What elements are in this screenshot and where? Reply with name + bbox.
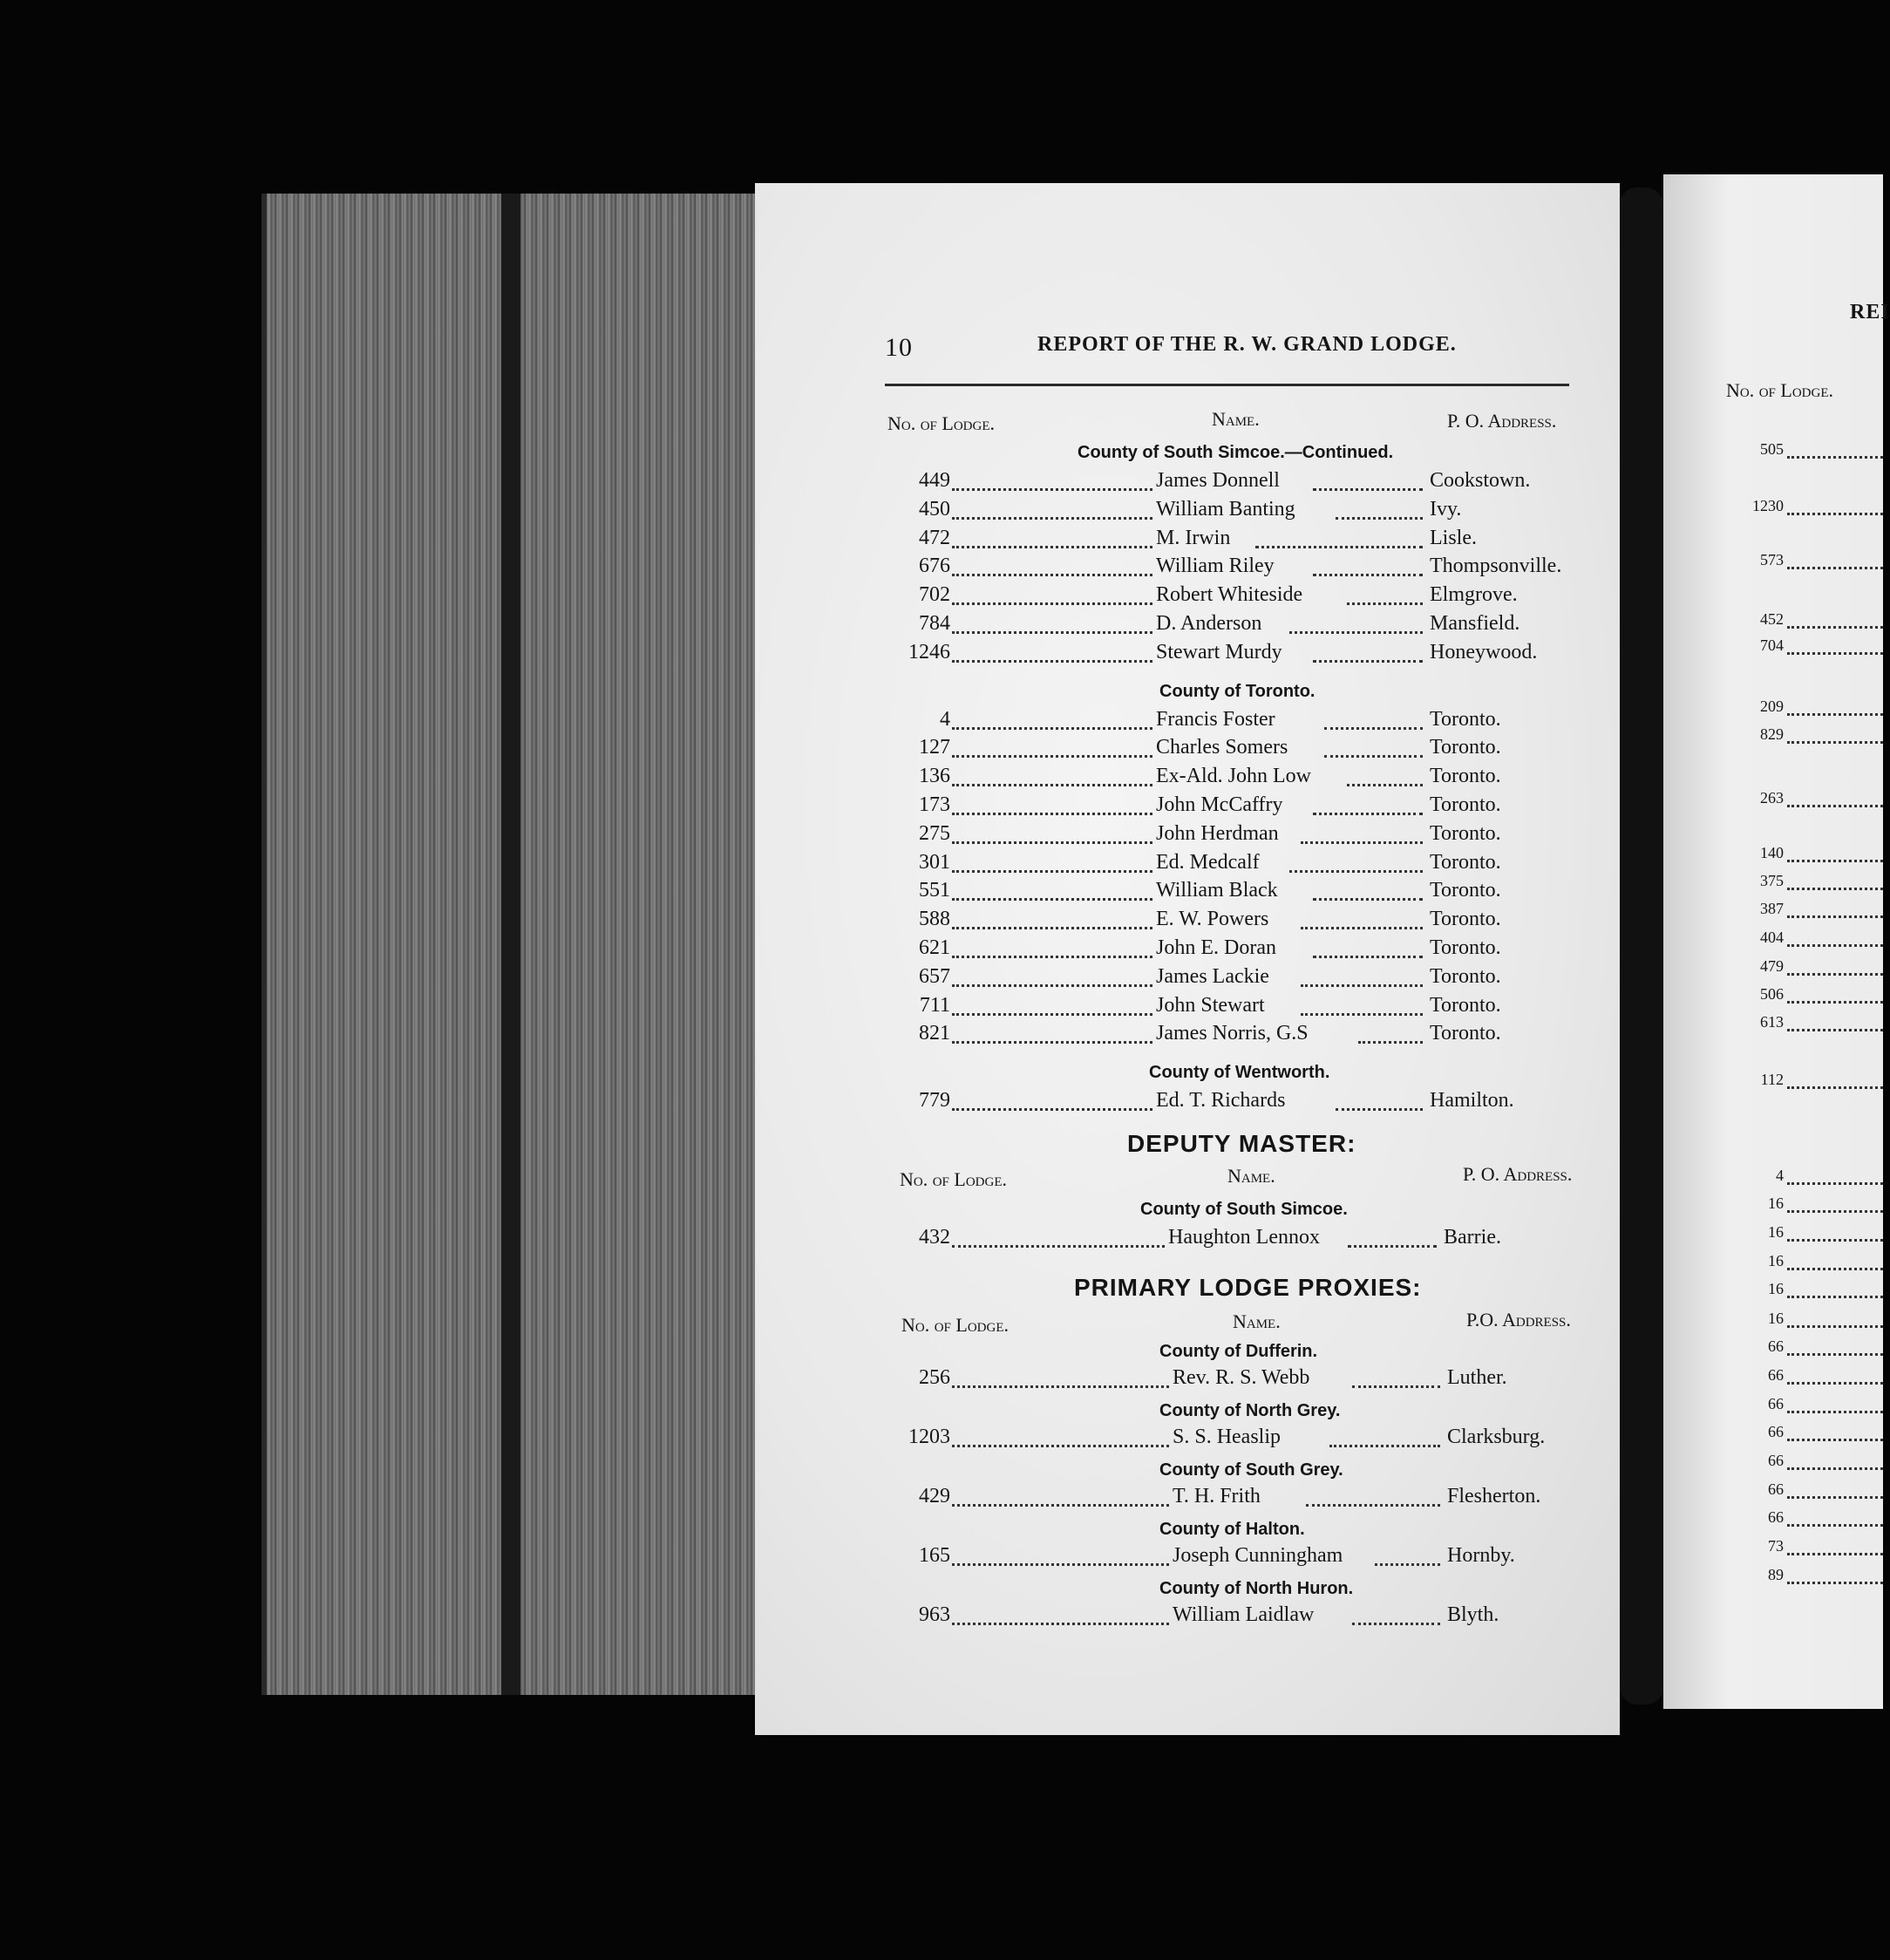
dot-leader: [952, 940, 1152, 958]
lodge-number: 452: [1760, 610, 1784, 628]
member-name: John McCaffry: [1156, 793, 1283, 816]
dot-leader: [952, 768, 1152, 786]
dot-leader: [1787, 729, 1883, 744]
dot-leader: [1313, 558, 1423, 576]
post-office-address: Clarksburg.: [1447, 1425, 1546, 1448]
running-title: REPORT OF THE R. W. GRAND LODGE.: [1037, 333, 1457, 356]
dot-leader: [1352, 1607, 1440, 1625]
post-office-address: Toronto.: [1430, 850, 1501, 874]
page-number: 10: [885, 333, 913, 362]
lodge-number: 66: [1768, 1423, 1784, 1440]
lodge-number: 1203: [908, 1425, 950, 1448]
post-office-address: Toronto.: [1430, 908, 1501, 931]
dot-leader: [1787, 847, 1883, 862]
col-header-name: Name.: [1212, 408, 1260, 430]
col-header-name: Name.: [1227, 1165, 1275, 1187]
dot-leader: [1324, 711, 1423, 730]
post-office-address: Flesherton.: [1447, 1484, 1541, 1507]
running-title-fragment: REI: [1850, 301, 1890, 323]
dot-leader: [952, 797, 1152, 815]
dot-leader: [952, 997, 1152, 1016]
dot-leader: [1301, 997, 1423, 1016]
dot-leader: [952, 558, 1152, 576]
member-name: Joseph Cunningham: [1173, 1543, 1343, 1567]
dot-leader: [952, 911, 1152, 929]
dot-leader: [1787, 1256, 1883, 1270]
lodge-number: 73: [1768, 1537, 1784, 1555]
lodge-number: 89: [1768, 1566, 1784, 1583]
dot-leader: [1787, 1198, 1883, 1213]
dot-leader: [952, 530, 1152, 548]
lodge-number: 829: [1760, 725, 1784, 743]
dot-leader: [1787, 1074, 1883, 1089]
member-name: Ed. Medcalf: [1156, 850, 1260, 874]
dot-leader: [1329, 1429, 1440, 1447]
lodge-number: 821: [919, 1022, 950, 1045]
post-office-address: Thompsonville.: [1430, 555, 1562, 578]
member-name: Stewart Murdy: [1156, 640, 1282, 664]
lodge-number: 505: [1760, 440, 1784, 458]
lodge-number: 963: [919, 1603, 950, 1626]
dot-leader: [952, 1025, 1152, 1044]
post-office-address: Lisle.: [1430, 526, 1477, 549]
dot-leader: [1301, 826, 1423, 844]
col-header-address: P.O. Address.: [1466, 1308, 1571, 1330]
lodge-number: 588: [919, 908, 950, 931]
col-header-name: Name.: [1233, 1310, 1281, 1332]
dot-leader: [1787, 793, 1883, 807]
dot-leader: [952, 473, 1152, 491]
lodge-number: 66: [1768, 1366, 1784, 1384]
lodge-number: 66: [1768, 1395, 1784, 1412]
county-heading: County of North Huron.: [1159, 1578, 1354, 1598]
lodge-number: 429: [919, 1484, 950, 1507]
dot-leader: [1313, 882, 1423, 901]
post-office-address: Toronto.: [1430, 707, 1501, 731]
dot-leader: [1787, 989, 1883, 1004]
county-heading: County of South Simcoe.—Continued.: [1078, 443, 1394, 462]
section-title-deputy-master: DEPUTY MASTER:: [1127, 1130, 1356, 1157]
dot-leader: [1313, 940, 1423, 958]
lodge-number: 16: [1768, 1310, 1784, 1327]
member-name: William Laidlaw: [1173, 1603, 1315, 1626]
dot-leader: [1787, 1569, 1883, 1584]
dot-leader: [1787, 1341, 1883, 1356]
dot-leader: [952, 1370, 1169, 1388]
member-name: William Black: [1156, 879, 1278, 902]
col-header-lodge: No. of Lodge.: [1726, 379, 1833, 401]
post-office-address: Cookstown.: [1430, 469, 1531, 492]
dot-leader: [952, 826, 1152, 844]
dot-leader: [1375, 1548, 1440, 1566]
lodge-number: 16: [1768, 1252, 1784, 1269]
col-header-address: P. O. Address.: [1463, 1163, 1573, 1185]
dot-leader: [1336, 501, 1423, 520]
dot-leader: [1348, 1229, 1437, 1248]
post-office-address: Toronto.: [1430, 993, 1501, 1017]
lodge-number: 112: [1760, 1071, 1784, 1088]
lodge-number: 127: [919, 736, 950, 759]
dot-leader: [952, 501, 1152, 520]
post-office-address: Hornby.: [1447, 1543, 1515, 1567]
lodge-number: 704: [1760, 636, 1784, 654]
dot-leader: [1289, 854, 1423, 873]
dot-leader: [1787, 1512, 1883, 1527]
lodge-number: 613: [1760, 1013, 1784, 1031]
post-office-address: Honeywood.: [1430, 640, 1538, 664]
dot-leader: [1301, 969, 1423, 987]
dot-leader: [1787, 701, 1883, 716]
lodge-number: 165: [919, 1543, 950, 1567]
lodge-number: 4: [940, 707, 950, 731]
post-office-address: Toronto.: [1430, 879, 1501, 902]
dot-leader: [1787, 1455, 1883, 1470]
post-office-address: Elmgrove.: [1430, 583, 1518, 607]
dot-leader: [1787, 444, 1883, 459]
member-name: John Stewart: [1156, 993, 1265, 1017]
dot-leader: [952, 882, 1152, 901]
dot-leader: [952, 1548, 1169, 1566]
lodge-number: 301: [919, 850, 950, 874]
lodge-number: 472: [919, 526, 950, 549]
member-name: James Donnell: [1156, 469, 1280, 492]
dot-leader: [1787, 1227, 1883, 1242]
member-name: Ed. T. Richards: [1156, 1089, 1286, 1113]
lodge-number: 16: [1768, 1194, 1784, 1212]
county-heading: County of Halton.: [1159, 1519, 1305, 1539]
dot-leader: [1352, 1370, 1440, 1388]
dot-leader: [1324, 739, 1423, 758]
dot-leader: [952, 969, 1152, 987]
dot-leader: [952, 711, 1152, 730]
dot-leader: [952, 854, 1152, 873]
dot-leader: [1787, 1541, 1883, 1555]
post-office-address: Toronto.: [1430, 821, 1501, 845]
dot-leader: [1787, 961, 1883, 976]
lodge-number: 209: [1760, 698, 1784, 715]
dot-leader: [1255, 530, 1423, 548]
col-header-lodge: No. of Lodge.: [887, 412, 995, 434]
member-name: Francis Foster: [1156, 707, 1275, 731]
lodge-number: 66: [1768, 1452, 1784, 1469]
lodge-number: 702: [919, 583, 950, 607]
member-name: S. S. Heaslip: [1173, 1425, 1282, 1448]
member-name: John Herdman: [1156, 821, 1279, 845]
header-rule: [885, 384, 1569, 386]
lodge-number: 506: [1760, 985, 1784, 1003]
dot-leader: [1313, 644, 1423, 663]
dot-leader: [952, 1229, 1165, 1248]
post-office-address: Toronto.: [1430, 736, 1501, 759]
dot-leader: [952, 1607, 1169, 1625]
member-name: Robert Whiteside: [1156, 583, 1303, 607]
lodge-number: 1246: [908, 640, 950, 664]
dot-leader: [1787, 1484, 1883, 1499]
lodge-number: 375: [1760, 872, 1784, 889]
lodge-number: 479: [1760, 957, 1784, 975]
lodge-number: 136: [919, 765, 950, 788]
post-office-address: Toronto.: [1430, 1022, 1501, 1045]
lodge-number: 173: [919, 793, 950, 816]
dot-leader: [1787, 1370, 1883, 1385]
lodge-number: 621: [919, 936, 950, 959]
dot-leader: [1313, 797, 1423, 815]
county-heading: County of North Grey.: [1159, 1400, 1341, 1420]
col-header-lodge: No. of Lodge.: [900, 1168, 1007, 1190]
lodge-number: 66: [1768, 1480, 1784, 1498]
lodge-number: 573: [1760, 551, 1784, 568]
dot-leader: [1347, 768, 1423, 786]
dot-leader: [952, 1429, 1169, 1447]
lodge-number: 16: [1768, 1223, 1784, 1241]
dot-leader: [1787, 640, 1883, 655]
lodge-number: 387: [1760, 900, 1784, 917]
post-office-address: Ivy.: [1430, 497, 1462, 521]
lodge-number: 263: [1760, 789, 1784, 806]
post-office-address: Luther.: [1447, 1365, 1507, 1389]
member-name: John E. Doran: [1156, 936, 1276, 959]
post-office-address: Toronto.: [1430, 793, 1501, 816]
post-office-address: Mansfield.: [1430, 612, 1520, 635]
post-office-address: Toronto.: [1430, 964, 1501, 988]
county-heading: County of Wentworth.: [1149, 1063, 1330, 1083]
post-office-address: Toronto.: [1430, 765, 1501, 788]
col-header-address: P. O. Address.: [1447, 410, 1557, 432]
lodge-number: 450: [919, 497, 950, 521]
col-header-lodge: No. of Lodge.: [901, 1313, 1009, 1336]
right-page-fragment: [1663, 174, 1890, 1709]
member-name: Haughton Lennox: [1168, 1226, 1320, 1249]
post-office-address: Hamilton.: [1430, 1089, 1514, 1113]
dot-leader: [1787, 1283, 1883, 1298]
dot-leader: [1787, 1017, 1883, 1031]
lodge-number: 432: [919, 1226, 950, 1249]
lodge-number: 657: [919, 964, 950, 988]
county-heading: County of South Simcoe.: [1140, 1200, 1348, 1219]
lodge-number: 66: [1768, 1337, 1784, 1355]
lodge-number: 784: [919, 612, 950, 635]
lodge-number: 676: [919, 555, 950, 578]
dot-leader: [952, 644, 1152, 663]
lodge-number: 779: [919, 1089, 950, 1113]
dot-leader: [1289, 616, 1423, 634]
lodge-number: 449: [919, 469, 950, 492]
dot-leader: [1787, 614, 1883, 629]
dot-leader: [1787, 903, 1883, 918]
section-title-proxies: PRIMARY LODGE PROXIES:: [1074, 1273, 1422, 1301]
member-name: William Banting: [1156, 497, 1295, 521]
dot-leader: [1787, 1170, 1883, 1185]
member-name: M. Irwin: [1156, 526, 1231, 549]
county-heading: County of South Grey.: [1159, 1460, 1343, 1480]
dot-leader: [952, 1092, 1152, 1111]
lodge-number: 16: [1768, 1280, 1784, 1297]
county-heading: County of Toronto.: [1159, 681, 1316, 701]
lodge-number: 1230: [1752, 497, 1784, 514]
lodge-number: 66: [1768, 1508, 1784, 1526]
book-page-edges: [262, 194, 786, 1695]
dot-leader: [1336, 1092, 1423, 1111]
member-name: Ex-Ald. John Low: [1156, 765, 1311, 788]
member-name: T. H. Frith: [1173, 1484, 1261, 1507]
member-name: Rev. R. S. Webb: [1173, 1365, 1310, 1389]
dot-leader: [952, 739, 1152, 758]
member-name: William Riley: [1156, 555, 1275, 578]
member-name: James Lackie: [1156, 964, 1269, 988]
dot-leader: [1787, 932, 1883, 947]
lodge-number: 551: [919, 879, 950, 902]
dot-leader: [1787, 1313, 1883, 1328]
edge-groove: [501, 194, 520, 1695]
dot-leader: [1787, 500, 1883, 515]
dot-leader: [1787, 1399, 1883, 1413]
post-office-address: Toronto.: [1430, 936, 1501, 959]
dot-leader: [1301, 911, 1423, 929]
post-office-address: Blyth.: [1447, 1603, 1499, 1626]
dot-leader: [952, 587, 1152, 605]
member-name: E. W. Powers: [1156, 908, 1269, 931]
dot-leader: [952, 1488, 1169, 1507]
member-name: D. Anderson: [1156, 612, 1262, 635]
dot-leader: [1787, 875, 1883, 890]
member-name: Charles Somers: [1156, 736, 1288, 759]
book-gutter: [1620, 187, 1663, 1705]
dot-leader: [1306, 1488, 1440, 1507]
lodge-number: 404: [1760, 929, 1784, 946]
dot-leader: [1347, 587, 1423, 605]
lodge-number: 140: [1760, 844, 1784, 861]
dot-leader: [1358, 1025, 1423, 1044]
lodge-number: 4: [1776, 1167, 1784, 1184]
county-heading: County of Dufferin.: [1159, 1341, 1318, 1361]
member-name: James Norris, G.S: [1156, 1022, 1309, 1045]
lodge-number: 275: [919, 821, 950, 845]
dot-leader: [1787, 1426, 1883, 1441]
dot-leader: [952, 616, 1152, 634]
dot-leader: [1313, 473, 1423, 491]
post-office-address: Barrie.: [1444, 1226, 1501, 1249]
lodge-number: 711: [919, 993, 950, 1017]
lodge-number: 256: [919, 1365, 950, 1389]
dot-leader: [1787, 555, 1883, 569]
